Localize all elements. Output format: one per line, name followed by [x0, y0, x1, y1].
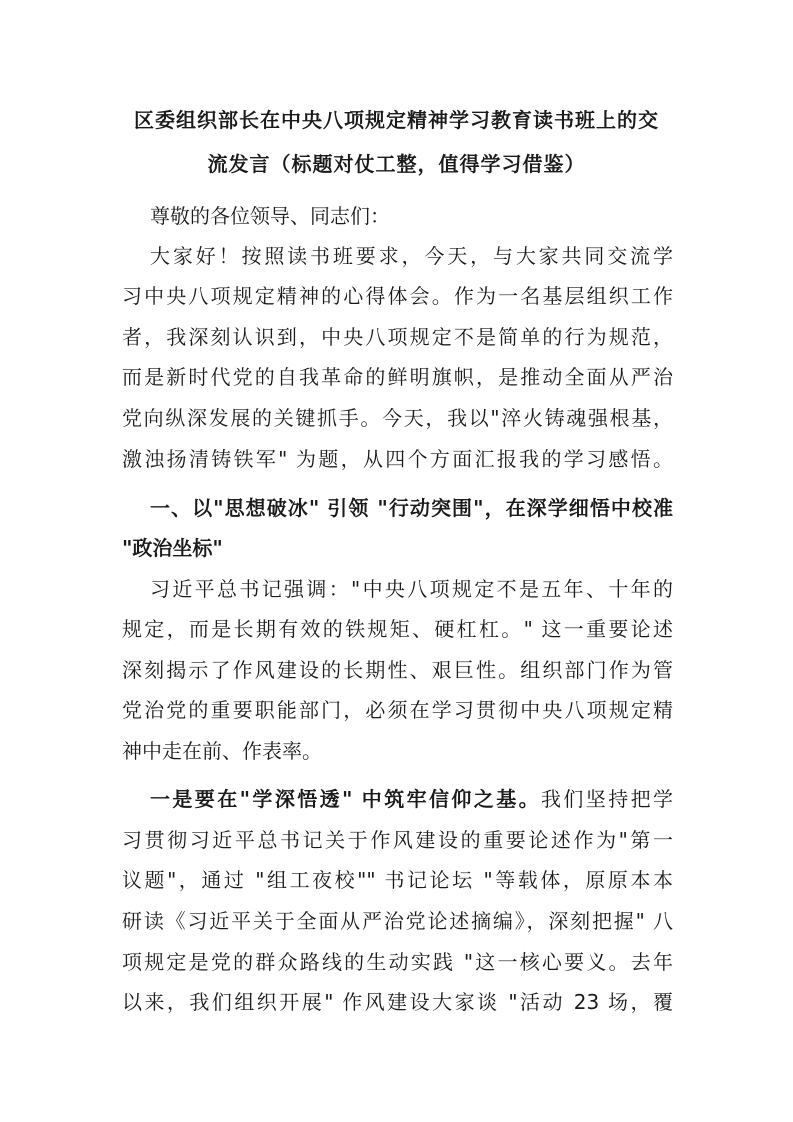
para1-line-3: 深刻揭示了作风建设的长期性、艰巨性。组织部门作为管 — [122, 658, 673, 682]
para1-line-5: 神中走在前、作表率。 — [122, 739, 322, 763]
intro-line-2: 习中央八项规定精神的心得体会。作为一名基层组织工作 — [122, 284, 673, 308]
para2-line-5: 项规定是党的群众路线的生动实践 "这一核心要义。去年 — [122, 950, 673, 974]
section-heading-line-1: 一、以"思想破冰" 引领 "行动突围"，在深学细悟中校准 — [150, 496, 673, 520]
para2-bold-lead: 一是要在"学深悟透" 中筑牢信仰之基。 — [150, 787, 541, 811]
document-title-line-2: 流发言（标题对仗工整，值得学习借鉴） — [207, 152, 586, 176]
intro-line-1: 大家好！按照读书班要求，今天，与大家共同交流学 — [150, 244, 673, 268]
para1-line-2: 规定，而是长期有效的铁规矩、硬杠杠。" 这一重要论述 — [122, 617, 673, 641]
document-title-line-1: 区委组织部长在中央八项规定精神学习教育读书班上的交 — [134, 108, 659, 132]
para1-line-1: 习近平总书记强调："中央八项规定不是五年、十年的 — [150, 577, 673, 601]
salutation: 尊敬的各位领导、同志们： — [150, 204, 390, 228]
para2-line-4: 研读《习近平关于全面从严治党论述摘编》，深刻把握" 八 — [122, 909, 673, 933]
intro-line-6: 激浊扬清铸铁军" 为题，从四个方面汇报我的学习感悟。 — [122, 447, 673, 471]
para2-line-3: 议题"，通过 "组工夜校"" 书记论坛 "等载体，原原本本 — [122, 868, 673, 892]
para1-line-4: 党治党的重要职能部门，必须在学习贯彻中央八项规定精 — [122, 698, 673, 722]
section-heading-line-2: "政治坐标" — [122, 536, 223, 560]
intro-line-4: 而是新时代党的自我革命的鲜明旗帜，是推动全面从严治 — [122, 365, 673, 389]
para2-line-1 — [150, 785, 673, 813]
para2-line-2: 习贯彻习近平总书记关于作风建设的重要论述作为"第一 — [122, 828, 673, 852]
para2-line-6: 以来，我们组织开展" 作风建设大家谈 "活动 23 场，覆 — [122, 990, 673, 1014]
intro-line-3: 者，我深刻认识到，中央八项规定不是简单的行为规范， — [122, 325, 673, 349]
intro-line-5: 党向纵深发展的关键抓手。今天，我以"淬火铸魂强根基， — [122, 406, 673, 430]
para2-first-rest: 我们坚持把学 — [541, 787, 673, 811]
